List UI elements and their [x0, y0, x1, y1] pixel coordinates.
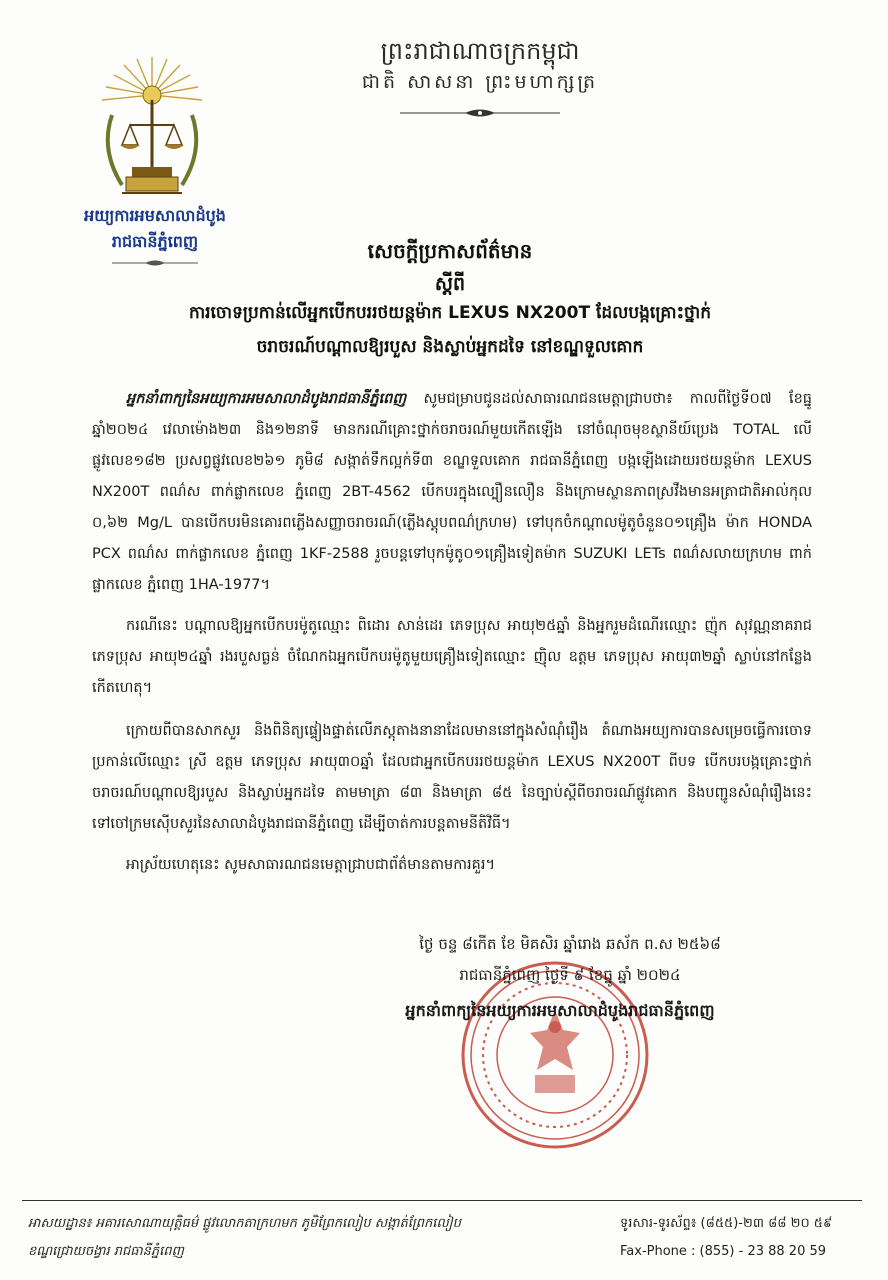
footer-address — [28, 1210, 588, 1266]
kingdom-motto: ជាតិ សាសនា ព្រះមហាក្សត្រ — [361, 71, 599, 93]
signer-title: អ្នកនាំពាក្យនៃអយ្យការអមសាលាដំបូងរាជធានីភ្នំពេញ — [405, 1001, 715, 1020]
spokesperson-lead: អ្នកនាំពាក្យនៃអយ្យការអមសាលាដំបូងរាជធានីភ្នំពេញ — [126, 391, 407, 407]
announcement-subject-line-2: ចរាចរណ៍បណ្តាលឱ្យរបួស និងស្លាប់អ្នកដទៃ នៅខណ្ឌទួលគោក — [256, 337, 644, 357]
body-paragraph-4: អាស្រ័យហេតុនេះ សូមសាធារណជនមេត្តាជ្រាបជាព័ត៌មានតាមការគួរ។ — [126, 857, 496, 873]
kingdom-title: ព្រះរាជាណាចក្រកម្ពុជា — [380, 37, 580, 65]
lunar-date: ថ្ងៃ ចន្ទ ៨កើត ខែ មិគសិរ ឆ្នាំរោង ឆស័ក ព.ស ២៥៦៨ — [419, 935, 721, 953]
agency-line-2: រាជធានីភ្នំពេញ — [111, 232, 199, 251]
announcement-body — [92, 384, 812, 881]
paragraph-1-text: សូមជម្រាបជូនដល់សាធារណជនមេត្តាជ្រាបថា៖ កាលពីថ្ងៃទី០៧ ខែធ្នូ ឆ្នាំ២០២៤ វេលាម៉ោង២៣ និង១២នាទី មានករណីគ្រោះថ្នាក់ចរាចរណ៍មួយកើតឡើង នៅចំណុចមុខស្ថានីយ៍ប្រេង TOTAL លើផ្លូវលេខ១៨២ ប្រសព្វផ្លូវលេខ២៦១ ភូមិ៨ សង្កាត់ទឹកល្អក់ទី៣ ខណ្ឌទួលគោក រាជធានីភ្នំពេញ បង្កឡើងដោយរថយន្តម៉ាក LEXUS NX200T ពណ៌ស ពាក់ផ្លាកលេខ ភ្នំពេញ 2BT-4562 បើកបរក្នុងល្បឿនលឿន និងក្រោមស្ថានភាពស្រវឹងមានអត្រាជាតិអាល់កុល ០,៦២ Mg/L បានបើកបរមិនគោរពភ្លើងសញ្ញាចរាចរណ៍(ភ្លើងស្តុបពណ៌ក្រហម) ទៅបុកចំកណ្តាលម៉ូតូចំនួន០១គ្រឿង ម៉ាក HONDA PCX ពណ៌ស ពាក់ផ្លាកលេខ ភ្នំពេញ 1KF-2588 រួចបន្តទៅបុកម៉ូតូ០១គ្រឿងទៀតម៉ាក SUZUKI LETs ពណ៌សលាយក្រហម ពាក់ផ្លាកលេខ ភ្នំពេញ 1HA-1977។ — [92, 391, 812, 593]
phone-khmer: ទូរសារ-ទូរស័ព្ទ៖ (៨៥៥)-២៣ ៨៨ ២០ ៥៩ — [620, 1216, 833, 1231]
fax-phone: Fax-Phone : (855) - 23 88 20 59 — [620, 1244, 827, 1259]
address-line-1: អាសយដ្ឋាន៖ អគារសោណាយុត្តិធម៌ ផ្លូវលោកតាក្រហមក ភូមិព្រែកលៀប សង្កាត់ព្រែកលៀប — [28, 1216, 461, 1231]
announcement-title: សេចក្តីប្រកាសព័ត៌មាន — [367, 239, 533, 263]
footer-divider — [22, 1200, 862, 1201]
body-paragraph-2: ករណីនេះ បណ្តាលឱ្យអ្នកបើកបរម៉ូតូឈ្មោះ ពិដោរ សាន់ដេរ ភេទប្រុស អាយុ២៥ឆ្នាំ និងអ្នករួមដំណើរឈ្មោះ ញ៉ុក សុវណ្ណនាគរាជ ភេទប្រុស អាយុ២៤ឆ្នាំ រងរបួសធ្ងន់ ចំណែកឯអ្នកបើកបរម៉ូតូមួយគ្រឿងទៀតឈ្មោះ ញ៉ិល ឧត្តម ភេទប្រុស អាយុ៣២ឆ្នាំ ស្លាប់នៅកន្លែងកើតហេតុ។ — [92, 618, 812, 696]
announcement-subject-label: ស្តីពី — [434, 273, 466, 295]
agency-line-1: អយ្យការអមសាលាដំបូង — [84, 206, 226, 225]
footer-contact — [620, 1210, 860, 1266]
header-ornament-icon — [395, 108, 565, 118]
justice-emblem-icon — [92, 55, 212, 205]
body-paragraph-3: ក្រោយពីបានសាកសួរ និងពិនិត្យផ្ទៀងផ្ទាត់លើភស្តុតាងនានាដែលមាននៅក្នុងសំណុំរឿង តំណាងអយ្យការបានសម្រេចធ្វើការចោទប្រកាន់លើឈ្មោះ ស្រី ឧត្តម ភេទប្រុស អាយុ៣០ឆ្នាំ ដែលជាអ្នកបើកបររថយន្តម៉ាក LEXUS NX200T ពីបទ បើកបរបង្កគ្រោះថ្នាក់ចរាចរណ៍បណ្តាលឱ្យរបួស និងស្លាប់អ្នកដទៃ តាមមាត្រា ៨៣ និងមាត្រា ៨៥ នៃច្បាប់ស្តីពីចរាចរណ៍ផ្លូវគោក និងបញ្ជូនសំណុំរឿងនេះទៅចៅក្រមស៊ើបសួរនៃសាលាដំបូងរាជធានីភ្នំពេញ ដើម្បីចាត់ការបន្តតាមនីតិវិធី។ — [92, 723, 812, 832]
body-paragraph-1 — [92, 384, 812, 601]
address-line-2: ខណ្ឌជ្រោយចង្វារ រាជធានីភ្នំពេញ — [28, 1244, 184, 1259]
place-and-date: រាជធានីភ្នំពេញ ថ្ងៃទី ៩ ខែធ្នូ ឆ្នាំ ២០២៤ — [459, 966, 681, 984]
announcement-subject-line-1: ការចោទប្រកាន់លើអ្នកបើកបររថយន្តម៉ាក LEXUS NX200T ដែលបង្កគ្រោះថ្នាក់ — [188, 303, 712, 323]
